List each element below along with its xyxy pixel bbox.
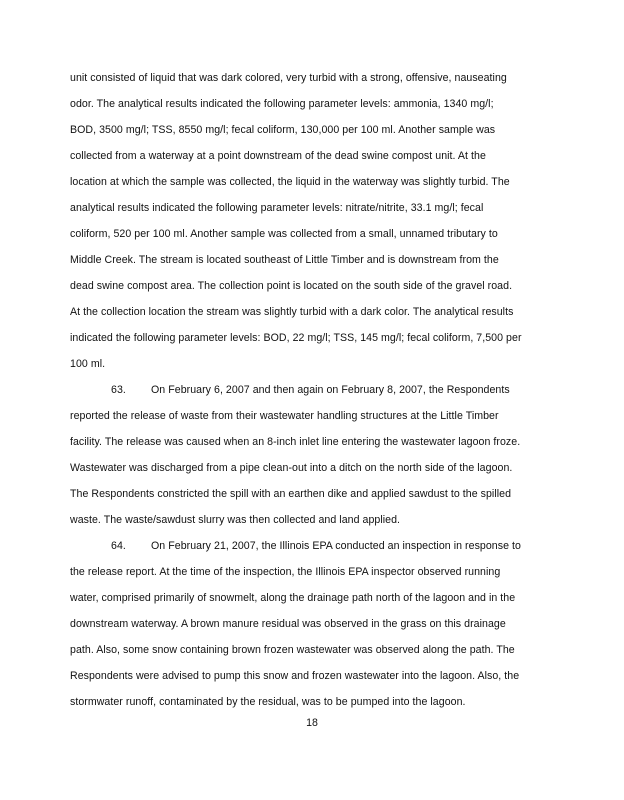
text-line: downstream waterway. A brown manure residual was observed in the grass on this drainage <box>70 618 506 630</box>
text-line: Middle Creek. The stream is located southeast of Little Timber and is downstream from the <box>70 254 499 266</box>
text-line: indicated the following parameter levels: BOD, 22 mg/l; TSS, 145 mg/l; fecal coliform, 7,500 per <box>70 332 522 344</box>
text-line: reported the release of waste from their wastewater handling structures at the Little Timber <box>70 410 499 422</box>
paragraph-64-first-line <box>111 539 521 553</box>
text-line: water, comprised primarily of snowmelt, along the drainage path north of the lagoon and in the <box>70 592 516 604</box>
text-line: waste. The waste/sawdust slurry was then collected and land applied. <box>70 514 401 526</box>
text-line: At the collection location the stream was slightly turbid with a dark color. The analytical results <box>70 306 514 318</box>
paragraph-text: On February 21, 2007, the Illinois EPA conducted an inspection in response to <box>151 540 521 552</box>
text-line: Respondents were advised to pump this snow and frozen wastewater into the lagoon. Also, the <box>70 670 520 682</box>
text-line: location at which the sample was collected, the liquid in the waterway was slightly turbid. The <box>70 176 510 188</box>
text-line: collected from a waterway at a point downstream of the dead swine compost unit. At the <box>70 150 486 162</box>
text-line: Wastewater was discharged from a pipe clean-out into a ditch on the north side of the lagoon. <box>70 462 513 474</box>
paragraph-63-first-line <box>111 383 510 397</box>
text-line: the release report. At the time of the inspection, the Illinois EPA inspector observed running <box>70 566 501 578</box>
text-line: 100 ml. <box>70 358 106 370</box>
text-line: stormwater runoff, contaminated by the residual, was to be pumped into the lagoon. <box>70 696 466 708</box>
text-line: BOD, 3500 mg/l; TSS, 8550 mg/l; fecal coliform, 130,000 per 100 ml. Another sample was <box>70 124 496 136</box>
text-line: unit consisted of liquid that was dark colored, very turbid with a strong, offensive, nauseating <box>70 72 507 84</box>
paragraph-text: On February 6, 2007 and then again on February 8, 2007, the Respondents <box>151 384 510 396</box>
paragraph-number: 63. <box>111 384 126 396</box>
text-line: dead swine compost area. The collection point is located on the south side of the gravel road. <box>70 280 513 292</box>
page-number: 18 <box>306 717 318 729</box>
text-line: coliform, 520 per 100 ml. Another sample was collected from a small, unnamed tributary to <box>70 228 498 240</box>
text-line: facility. The release was caused when an 8-inch inlet line entering the wastewater lagoon froze. <box>70 436 521 448</box>
text-line: The Respondents constricted the spill with an earthen dike and applied sawdust to the spilled <box>70 488 512 500</box>
text-line: odor. The analytical results indicated the following parameter levels: ammonia, 1340 mg/l; <box>70 98 494 110</box>
text-line: path. Also, some snow containing brown frozen wastewater was observed along the path. The <box>70 644 515 656</box>
text-line: analytical results indicated the following parameter levels: nitrate/nitrite, 33.1 mg/l; fecal <box>70 202 484 214</box>
paragraph-number: 64. <box>111 540 126 552</box>
